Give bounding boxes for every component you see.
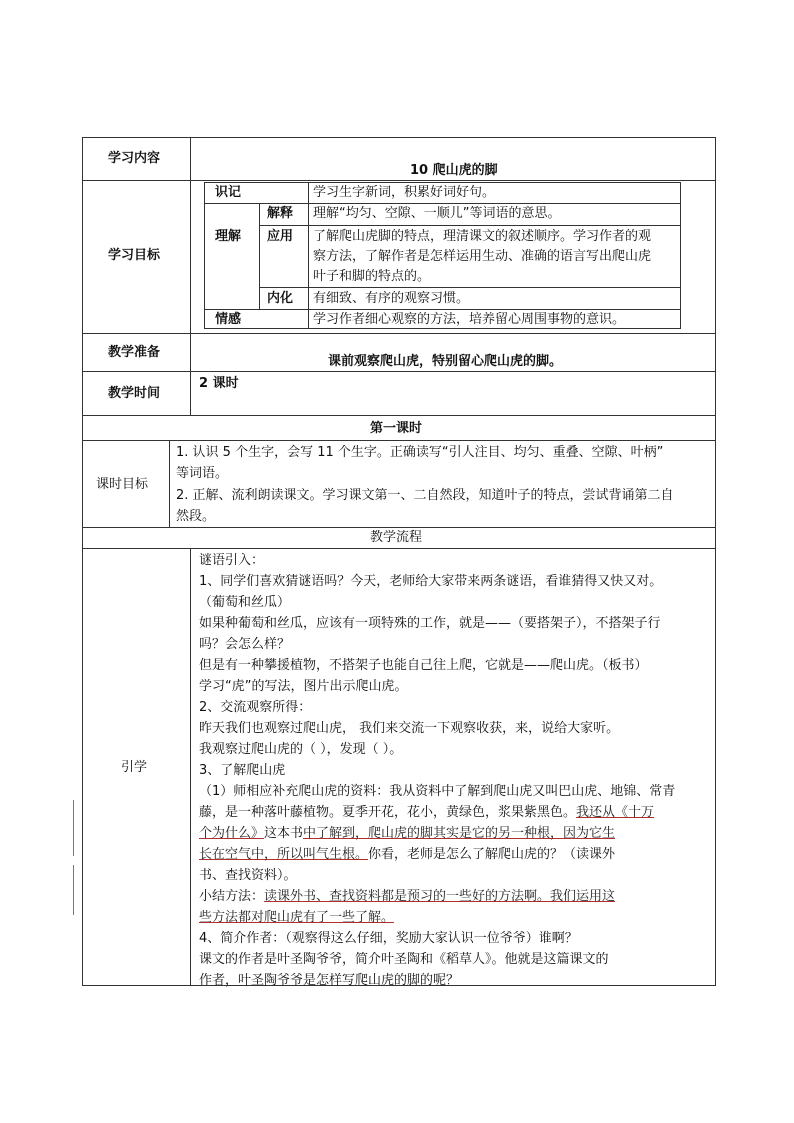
revision-mark <box>73 800 74 856</box>
apply-line-3: 叶子和脚的特点的。 <box>313 269 431 284</box>
underlined-span: 读课外书、查找资料都是预习的一些好的方法啊。我们运用这 <box>264 889 616 904</box>
intro-line: 我观察过爬山虎的（ ），发现（ ）。 <box>199 742 403 757</box>
plain-span: 藤，是一种落叶藤植物。夏季开花，花小，黄绿色，浆果紫黑色。 <box>199 805 577 820</box>
intro-line: 作者，叶圣陶爷爷是怎样写爬山虎的脚的呢？ <box>199 973 460 988</box>
intro-line: 吗？会怎么样？ <box>199 637 291 652</box>
intro-line: 谜语引入： <box>199 553 265 568</box>
intro-line: 课文的作者是叶圣陶爷爷，简介叶圣陶和《稻草人》。他就是这篇课文的 <box>199 952 609 967</box>
intro-line: 昨天我们也观察过爬山虎， 我们来交流一下观察收获，来，说给大家听。 <box>199 721 620 736</box>
intro-line: 3、了解爬山虎 <box>199 763 286 778</box>
goal-line-3: 2. 正解、流利朗读课文。学习课文第一、二自然段，知道叶子的特点，尝试背诵第二自 <box>176 488 674 503</box>
intro-line: 书、查找资料）。 <box>199 868 297 883</box>
underlined-span: 长在空气中，所以叫气生根。 <box>199 847 369 862</box>
intro-body <box>199 550 675 991</box>
first-lesson-title: 第一课时 <box>370 421 423 436</box>
explain-label: 解释 <box>267 206 294 221</box>
intro-line <box>199 802 675 823</box>
intro-line: 如果种葡萄和丝瓜，应该有一项特殊的工作，就是——（要搭架子），不搭架子行 <box>199 616 661 631</box>
intro-line <box>199 844 675 865</box>
understand-label: 理解 <box>215 229 242 244</box>
time-label: 教学时间 <box>108 386 161 401</box>
intro-line: （1）师相应补充爬山虎的资料：我从资料中了解到爬山虎又叫巴山虎、地锦、常青 <box>199 784 676 799</box>
goal-line-2: 等词语。 <box>176 466 229 481</box>
goal-line-1: 1. 认识 5 个生字，会写 11 个生字。正确读写“引人注目、均匀、重叠、空隙、叶柄” <box>176 445 664 460</box>
plain-span: 你看，老师是怎么了解爬山虎的？（读课外 <box>368 847 616 862</box>
emotion-label: 情感 <box>215 312 242 327</box>
content-label: 学习内容 <box>108 151 161 166</box>
time-value: 2 课时 <box>199 376 239 391</box>
explain-text: 理解“均匀、空隙、一顺儿”等词语的意思。 <box>313 206 561 221</box>
underlined-span: 中了解到，爬山虎的脚其实是它的另一种根，因为它生 <box>303 826 616 841</box>
underlined-span: 个为什么》 <box>199 826 265 841</box>
lesson-goal-label: 课时目标 <box>96 477 149 492</box>
underlined-span: 我还从《十万 <box>576 805 655 820</box>
flow-title: 教学流程 <box>370 530 423 545</box>
underlined-span: 些方法都对爬山虎有了一些了解。 <box>199 910 395 925</box>
intro-line <box>199 886 675 907</box>
plain-span: 这本书 <box>264 826 304 841</box>
intro-label: 引学 <box>121 760 148 775</box>
intro-line: 2、交流观察所得： <box>199 700 312 715</box>
revision-mark <box>73 865 74 915</box>
plain-span: 小结方法： <box>199 889 265 904</box>
recall-label: 识记 <box>215 185 242 200</box>
internal-label: 内化 <box>267 291 294 306</box>
goal-line-4: 然段。 <box>176 509 216 524</box>
intro-line: 4、简介作者：（观察得这么仔细，奖励大家认识一位爷爷）谁啊？ <box>199 931 578 946</box>
intro-line: 1、同学们喜欢猜谜语吗？今天，老师给大家带来两条谜语，看谁猜得又快又对。 <box>199 574 663 589</box>
intro-line: （葡萄和丝瓜） <box>199 595 291 610</box>
intro-line <box>199 823 675 844</box>
recall-text: 学习生字新词，积累好词好句。 <box>313 185 496 200</box>
intro-line: 但是有一种攀援植物，不搭架子也能自己往上爬，它就是——爬山虎。（板书） <box>199 658 648 673</box>
prep-label: 教学准备 <box>108 345 161 360</box>
internal-text: 有细致、有序的观察习惯。 <box>313 291 470 306</box>
apply-line-1: 了解爬山虎脚的特点，理清课文的叙述顺序。学习作者的观 <box>313 229 652 244</box>
intro-line: 学习“虎”的写法，图片出示爬山虎。 <box>199 679 408 694</box>
apply-label: 应用 <box>267 229 294 244</box>
prep-text: 课前观察爬山虎，特别留心爬山虎的脚。 <box>328 354 563 369</box>
objective-label: 学习目标 <box>108 248 161 263</box>
intro-line <box>199 907 675 928</box>
emotion-text: 学习作者细心观察的方法，培养留心周围事物的意识。 <box>313 312 626 327</box>
apply-line-2: 察方法，了解作者是怎样运用生动、准确的语言写出爬山虎 <box>313 249 652 264</box>
lesson-title: 10 爬山虎的脚 <box>410 163 498 178</box>
